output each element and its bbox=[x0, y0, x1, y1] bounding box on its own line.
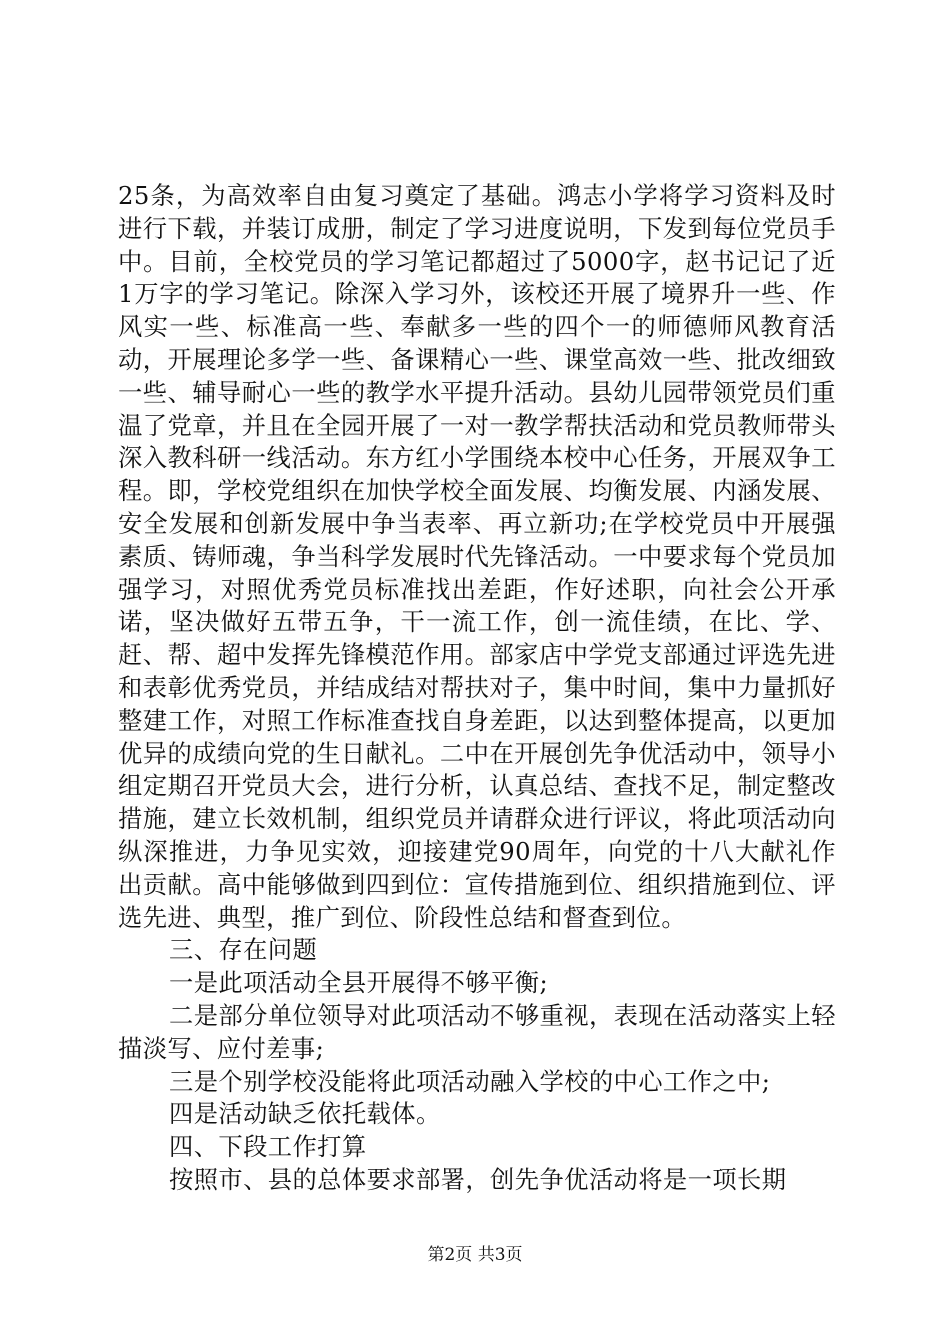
section-heading-problems: 三、存在问题 bbox=[169, 935, 318, 965]
problem-item-1: 一是此项活动全县开展得不够平衡; bbox=[169, 968, 549, 998]
paragraph-activities: 25条，为高效率自由复习奠定了基础。鸿志小学将学习资料及时进行下载，并装订成册，制定了学习进度说明，下发到每位党员手中。目前，全校党员的学习笔记都超过了5000字，赵书记记了近1万字的学习笔记。除深入学习外，该校还开展了境界升一些、作风实一些、标准高一些、奉献多一些的四个一的师德师风教育活动，开展理论多学一些、备课精心一些、课堂高效一些、批改细致一些、辅导耐心一些的教学水平提升活动。县幼儿园带领党员们重温了党章，并且在全园开展了一对一教学帮扶活动和党员教师带头深入教科研一线活动。东方红小学围绕本校中心任务，开展双争工程。即，学校党组织在加快学校全面发展、均衡发展、内涵发展、安全发展和创新发展中争当表率、再立新功;在学校党员中开展强素质、铸师魂，争当科学发展时代先锋活动。一中要求每个党员加强学习，对照优秀党员标准找出差距，作好述职，向社会公开承诺，坚决做好五带五争，干一流工作，创一流佳绩，在比、学、赶、帮、超中发挥先锋模范作用。部家店中学党支部通过评选先进和表彰优秀党员，并结成结对帮扶对子，集中时间，集中力量抓好整建工作，对照工作标准查找自身差距，以达到整体提高，以更加优异的成绩向党的生日献礼。二中在开展创先争优活动中，领导小组定期召开党员大会，进行分析，认真总结、查找不足，制定整改措施，建立长效机制，组织党员并请群众进行评议，将此项活动向纵深推进，力争见实效，迎接建党90周年，向党的十八大献礼作出贡献。高中能够做到四到位：宣传措施到位、组织措施到位、评选先进、典型，推广到位、阶段性总结和督查到位。 bbox=[118, 181, 836, 932]
paragraph-next-plan: 按照市、县的总体要求部署，创先争优活动将是一项长期 bbox=[169, 1164, 787, 1194]
section-heading-next-plan: 四、下段工作打算 bbox=[169, 1132, 367, 1162]
problem-item-2: 二是部分单位领导对此项活动不够重视，表现在活动落实上轻描淡写、应付差事; bbox=[118, 1000, 836, 1063]
page-footer: 第2页 共3页 bbox=[427, 1245, 523, 1265]
document-body bbox=[118, 180, 836, 1197]
problem-item-4: 四是活动缺乏依托载体。 bbox=[169, 1099, 441, 1129]
problem-item-3: 三是个别学校没能将此项活动融入学校的中心工作之中; bbox=[169, 1066, 771, 1096]
